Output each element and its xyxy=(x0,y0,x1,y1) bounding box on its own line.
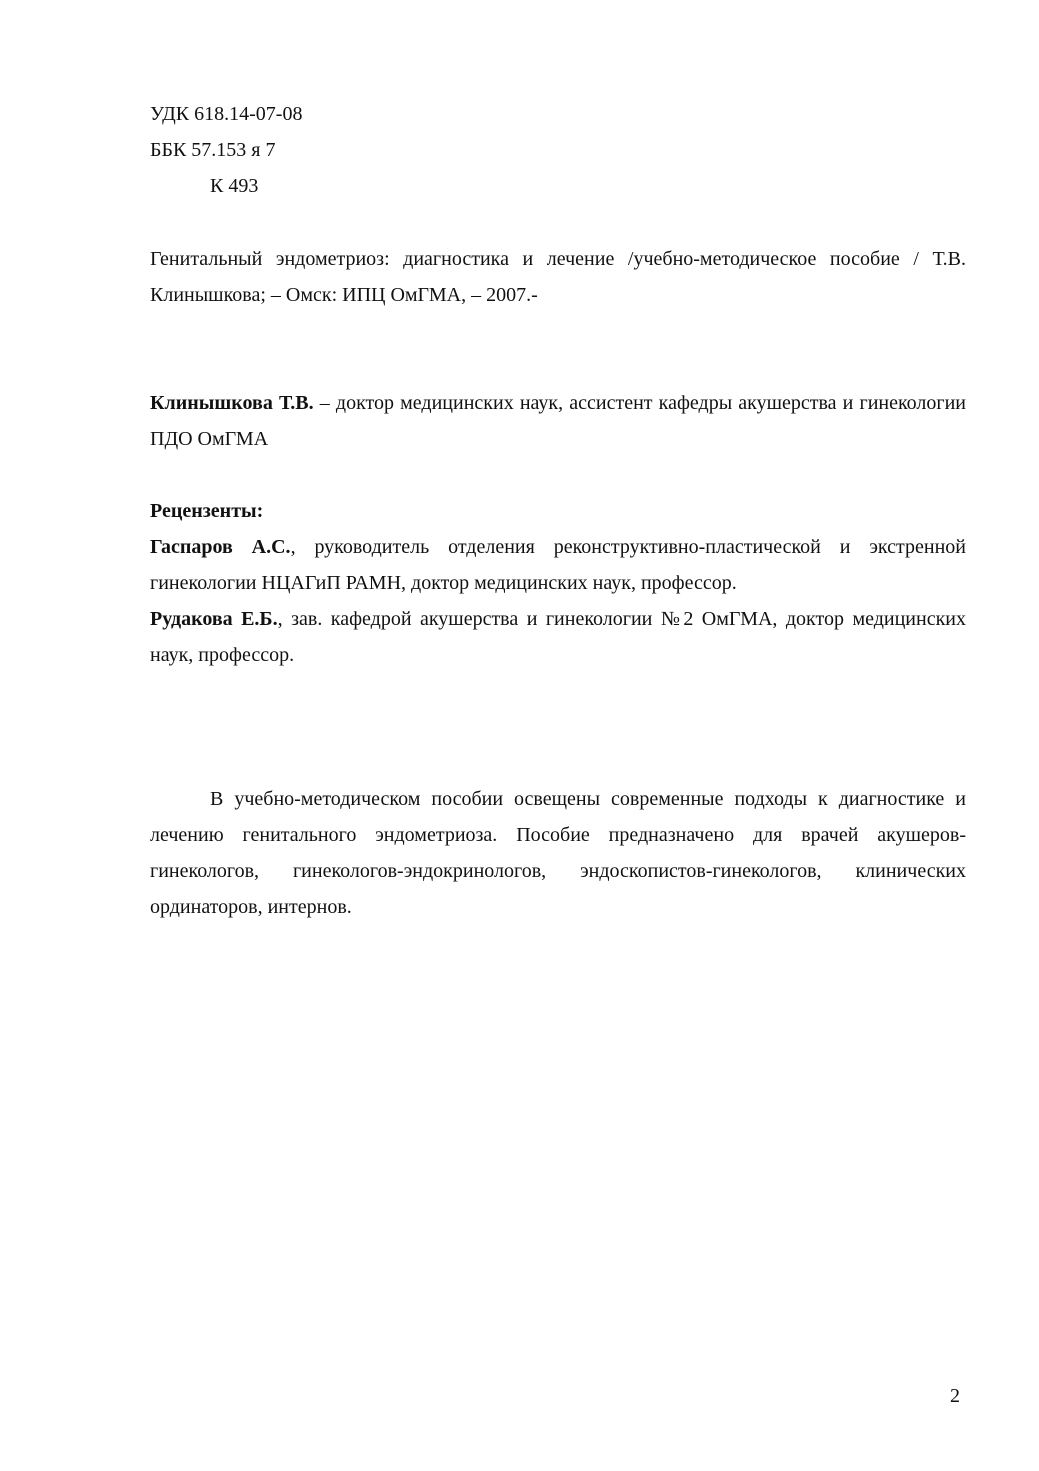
spacer xyxy=(150,457,966,493)
reviewer-name: Гаспаров А.С. xyxy=(150,536,291,558)
reviewer-name: Рудакова Е.Б. xyxy=(150,608,278,630)
reviewers-heading: Рецензенты: xyxy=(150,500,264,522)
reviewer-description: , зав. кафедрой акушерства и гинекологии №2 ОмГМА, доктор медицинских наук, профессор. xyxy=(150,608,966,666)
author-info xyxy=(150,385,966,457)
author-description: – доктор медицинских наук, ассистент кафедры акушерства и гинекологии ПДО ОмГМА xyxy=(150,392,967,450)
author-mark: К 493 xyxy=(210,175,259,197)
abstract-paragraph: В учебно-методическом пособии освещены современные подходы к диагностике и лечению генитального эндометриоза. Пособие предназначено для врачей акушеров-гинекологов, гинекологов-эндокринологов, эндоскопистов-гинекологов, клинических ординаторов, интернов. xyxy=(150,788,966,918)
spacer xyxy=(150,313,966,385)
page-content xyxy=(150,96,966,925)
spacer xyxy=(150,204,966,241)
reviewer-entry xyxy=(150,529,966,601)
author-name: Клинышкова Т.В. xyxy=(150,392,314,414)
bibliographic-record: Генитальный эндометриоз: диагностика и лечение /учебно-методическое пособие / Т.В. Клинышкова; – Омск: ИПЦ ОмГМА, – 2007.- xyxy=(150,248,966,306)
udk-code: УДК 618.14-07-08 xyxy=(150,103,303,125)
spacer xyxy=(150,673,966,781)
reviewer-description: , руководитель отделения реконструктивно-пластической и экстренной гинекологии НЦАГиП РАМН, доктор медицинских наук, профессор. xyxy=(150,536,966,594)
reviewer-entry xyxy=(150,601,966,673)
bbk-code: ББК 57.153 я 7 xyxy=(150,139,276,161)
page-number: 2 xyxy=(950,1385,960,1407)
